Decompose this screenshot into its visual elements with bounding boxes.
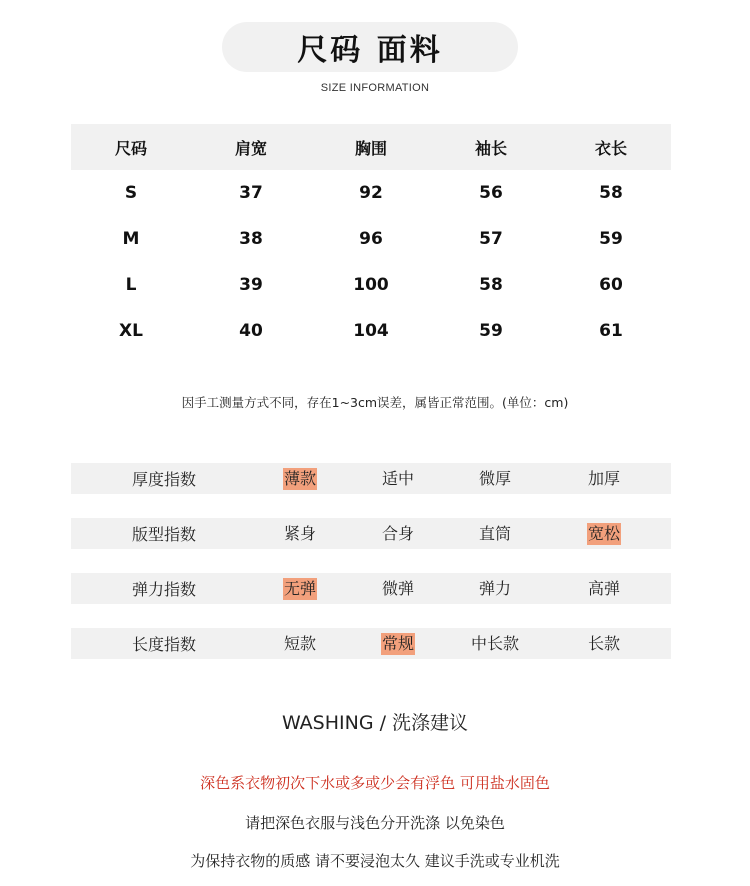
table-cell: 57 bbox=[479, 229, 503, 249]
index-option: 短款 bbox=[283, 633, 316, 653]
table-cell: 100 bbox=[353, 275, 389, 295]
table-cell: 104 bbox=[353, 321, 389, 341]
table-cell: 40 bbox=[239, 321, 263, 341]
column-header: 胸围 bbox=[354, 138, 387, 158]
index-option: 无弹 bbox=[283, 578, 316, 598]
index-option: 合身 bbox=[381, 523, 414, 543]
table-cell: 92 bbox=[359, 183, 383, 203]
column-header: 肩宽 bbox=[234, 138, 267, 158]
table-cell: L bbox=[125, 275, 137, 295]
index-option: 弹力 bbox=[478, 578, 511, 598]
index-option: 薄款 bbox=[283, 468, 316, 488]
table-row bbox=[71, 262, 671, 308]
index-row-elasticity bbox=[71, 573, 671, 604]
washing-title: WASHING / 洗涤建议 bbox=[281, 712, 469, 734]
index-label: 厚度指数 bbox=[131, 470, 196, 489]
size-table bbox=[71, 124, 671, 354]
column-header: 衣长 bbox=[594, 138, 627, 158]
table-cell: 39 bbox=[239, 275, 263, 295]
column-header: 尺码 bbox=[114, 138, 147, 158]
index-row-thickness bbox=[71, 463, 671, 494]
table-cell: 61 bbox=[599, 321, 623, 341]
page-subtitle: SIZE INFORMATION bbox=[320, 82, 430, 94]
index-row-fit bbox=[71, 518, 671, 549]
index-option: 直筒 bbox=[478, 523, 511, 543]
index-option: 高弹 bbox=[587, 578, 620, 598]
table-cell: 58 bbox=[479, 275, 503, 295]
index-option: 长款 bbox=[587, 633, 620, 653]
table-cell: 58 bbox=[599, 183, 623, 203]
table-cell: 59 bbox=[599, 229, 623, 249]
index-option: 常规 bbox=[381, 633, 414, 653]
title-pill bbox=[222, 22, 518, 72]
index-label: 版型指数 bbox=[131, 525, 196, 544]
index-option: 加厚 bbox=[587, 468, 620, 488]
index-row-length bbox=[71, 628, 671, 659]
table-cell: 96 bbox=[359, 229, 383, 249]
table-cell: 37 bbox=[239, 183, 263, 203]
table-cell: S bbox=[124, 183, 138, 203]
table-cell: 59 bbox=[479, 321, 503, 341]
table-cell: 38 bbox=[239, 229, 263, 249]
index-option: 适中 bbox=[381, 468, 414, 488]
index-option: 紧身 bbox=[283, 523, 316, 543]
table-cell: M bbox=[122, 229, 140, 249]
page-title: 尺码 面料 bbox=[297, 33, 443, 68]
washing-tip: 为保持衣物的质感 请不要浸泡太久 建议手洗或专业机洗 bbox=[190, 852, 560, 870]
table-row bbox=[71, 308, 671, 354]
index-label: 长度指数 bbox=[131, 635, 196, 654]
washing-warning: 深色系衣物初次下水或多或少会有浮色 可用盐水固色 bbox=[200, 774, 550, 792]
measurement-note: 因手工测量方式不同，存在1~3cm误差，属皆正常范围。(单位：cm) bbox=[181, 395, 569, 410]
table-cell: XL bbox=[119, 321, 143, 341]
index-table bbox=[71, 463, 671, 683]
index-option: 中长款 bbox=[470, 633, 519, 653]
index-option: 微厚 bbox=[478, 468, 511, 488]
index-option: 微弹 bbox=[381, 578, 414, 598]
table-cell: 56 bbox=[479, 183, 503, 203]
size-table-header bbox=[71, 124, 671, 170]
column-header: 袖长 bbox=[474, 138, 507, 158]
washing-tip: 请把深色衣服与浅色分开洗涤 以免染色 bbox=[245, 814, 505, 832]
index-option: 宽松 bbox=[587, 523, 620, 543]
index-label: 弹力指数 bbox=[131, 580, 196, 599]
table-row bbox=[71, 216, 671, 262]
table-cell: 60 bbox=[599, 275, 623, 295]
table-row bbox=[71, 170, 671, 216]
